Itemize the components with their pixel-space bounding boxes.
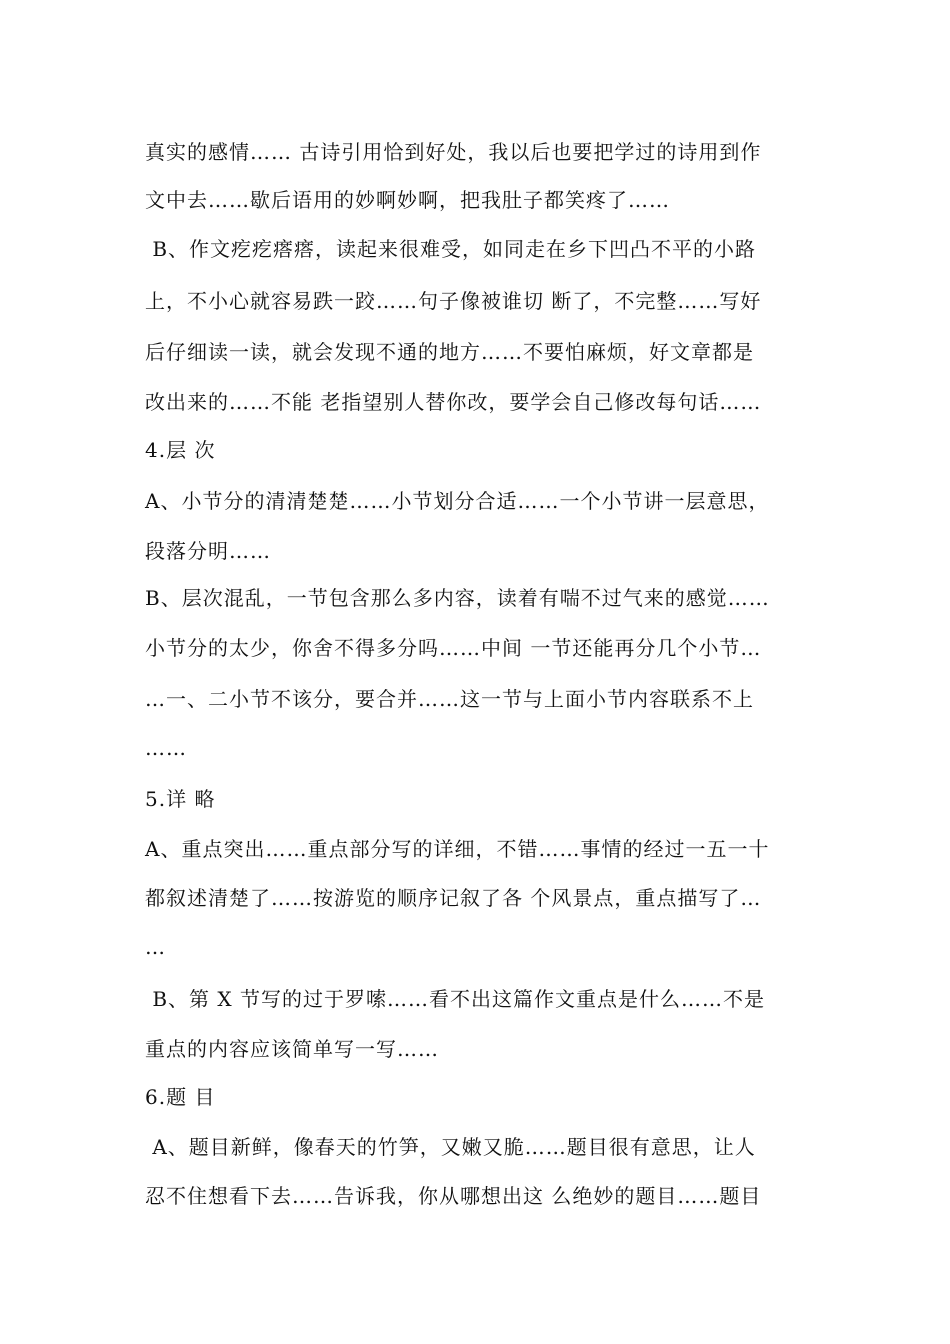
text-line: 重点的内容应该简单写一写…… — [145, 1037, 439, 1061]
section-heading: 5.详 略 — [145, 787, 216, 811]
text-line: B、作文疙疙瘩瘩，读起来很难受，如同走在乡下凹凸不平的小路 — [145, 237, 757, 261]
section-heading: 4.层 次 — [145, 438, 216, 462]
text-line: 小节分的太少，你舍不得多分吗……中间 一节还能再分几个小节… — [145, 636, 762, 660]
text-line: 忍不住想看下去……告诉我，你从哪想出这 么绝妙的题目……题目 — [145, 1184, 762, 1208]
text-line: …一、二小节不该分，要合并……这一节与上面小节内容联系不上 — [145, 687, 754, 711]
text-line: 真实的感情…… 古诗引用恰到好处，我以后也要把学过的诗用到作 — [145, 140, 762, 164]
text-line: A、重点突出……重点部分写的详细，不错……事情的经过一五一十 — [145, 837, 770, 861]
text-line: B、第 X 节写的过于罗嗦……看不出这篇作文重点是什么……不是 — [145, 987, 766, 1011]
text-line: … — [145, 935, 166, 959]
text-line: B、层次混乱，一节包含那么多内容，读着有喘不过气来的感觉…… — [145, 586, 770, 610]
text-line: 改出来的……不能 老指望别人替你改，要学会自己修改每句话…… — [145, 390, 762, 414]
text-line: 都叙述清楚了……按游览的顺序记叙了各 个风景点，重点描写了… — [145, 886, 762, 910]
text-line: 上，不小心就容易跌一跤……句子像被谁切 断了，不完整……写好 — [145, 289, 762, 313]
text-line: 段落分明…… — [145, 539, 271, 563]
text-line: …… — [145, 736, 187, 760]
text-line: A、题目新鲜，像春天的竹笋，又嫩又脆……题目很有意思，让人 — [145, 1135, 756, 1159]
text-line: 后仔细读一读，就会发现不通的地方……不要怕麻烦，好文章都是 — [145, 340, 754, 364]
section-heading: 6.题 目 — [145, 1085, 216, 1109]
text-line: 文中去……歇后语用的妙啊妙啊，把我肚子都笑疼了…… — [145, 188, 670, 212]
text-line: A、小节分的清清楚楚……小节划分合适……一个小节讲一层意思， — [145, 489, 770, 513]
